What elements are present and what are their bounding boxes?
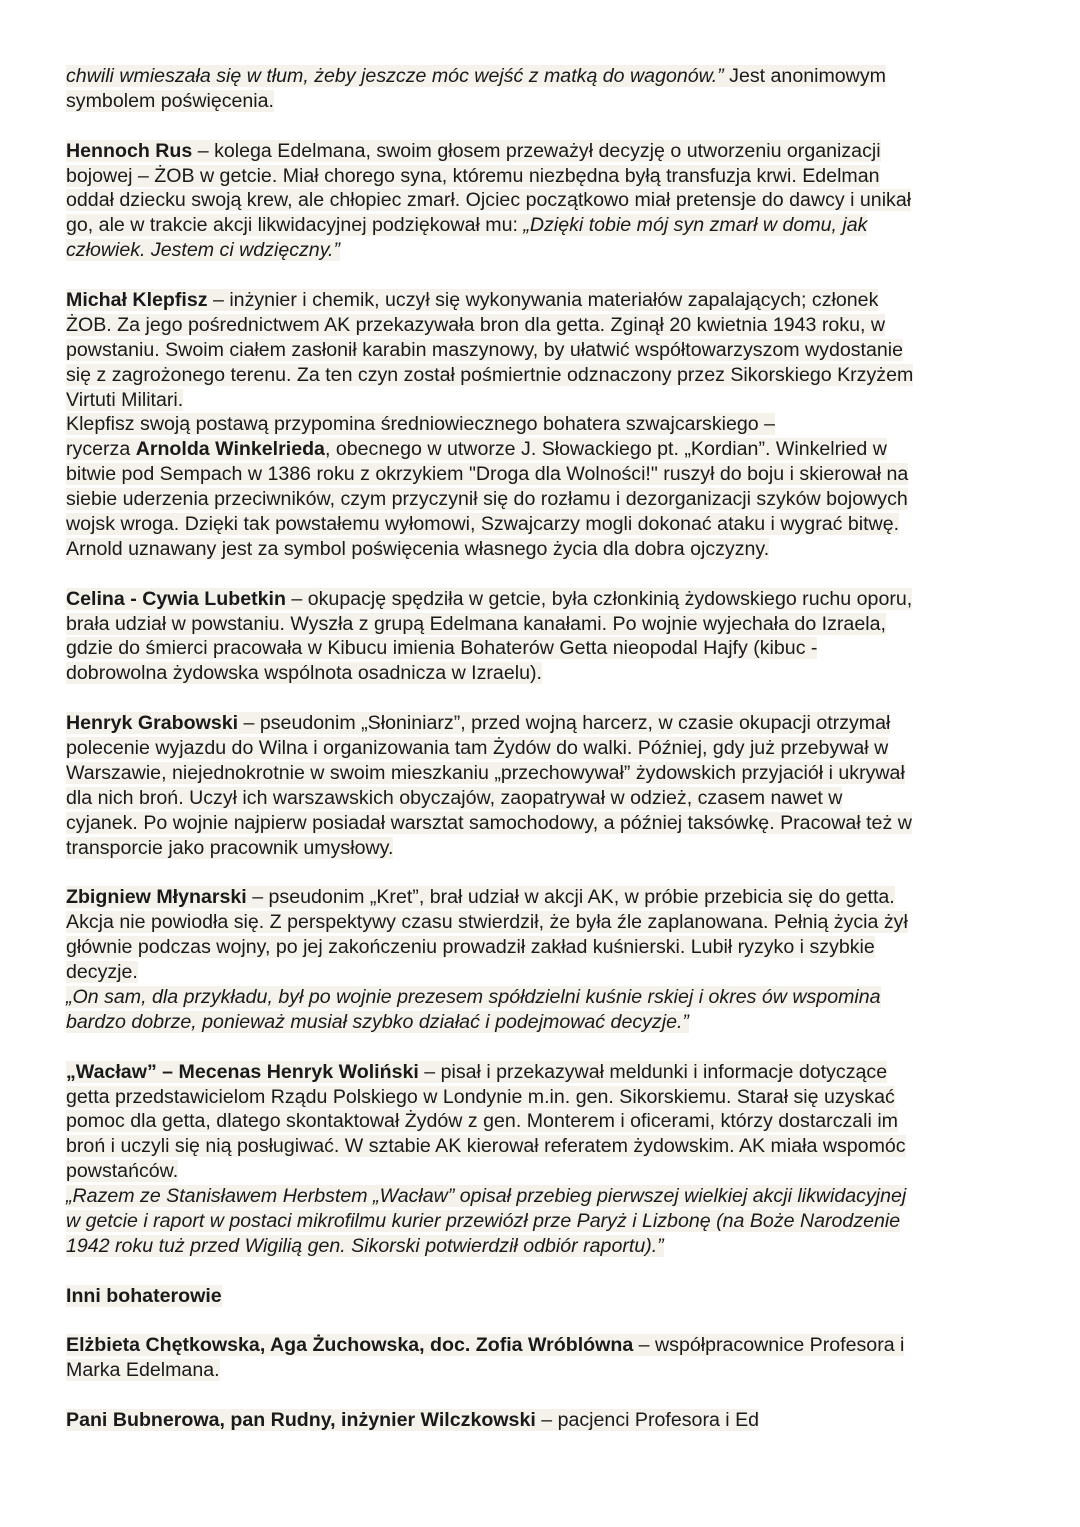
text-line — [66, 89, 1026, 114]
line-highlight — [66, 1285, 222, 1307]
line-highlight — [66, 712, 890, 734]
bold-text: Inni bohaterowie — [66, 1284, 222, 1307]
text-line — [66, 1085, 1026, 1110]
body-text: Klepfisz swoją postawą przypomina średniowiecznego bohatera szwajcarskiego – — [66, 413, 776, 436]
line-highlight — [66, 389, 183, 411]
line-highlight — [66, 1235, 664, 1257]
body-text: Arnold uznawany jest za symbol poświęcenia własnego życia dla dobra ojczyzny. — [66, 537, 770, 560]
bold-text: Michał Klepfisz — [66, 289, 208, 312]
body-text: się z zagrożonego terenu. Za ten czyn został pośmiertnie odznaczony przez Sikorskiego Krzyżem — [66, 363, 914, 386]
line-highlight — [66, 140, 881, 162]
line-highlight — [66, 911, 908, 933]
body-text: brała udział w powstaniu. Wyszła z grupą Edelmana kanałami. Po wojnie wyjechała do Izraela, — [66, 612, 886, 635]
body-text: pomoc dla getta, dlatego skontaktował Żydów z gen. Monterem i oficerami, którzy dostarczali im — [66, 1110, 899, 1133]
body-text: Akcja nie powiodła się. Z perspektywy czasu stwierdził, że była źle zaplanowana. Pełnią życia żył — [66, 911, 908, 934]
body-text: decyzje. — [66, 961, 138, 984]
body-text: cyjanek. Po wojnie najpierw posiadał warsztat samochodowy, a później taksówkę. Pracował też w — [66, 811, 912, 834]
paragraph-gap — [66, 114, 1026, 139]
text-line — [66, 512, 1026, 537]
body-text: transporcie jako pracownik umysłowy. — [66, 836, 394, 859]
line-highlight — [66, 214, 867, 236]
line-highlight — [66, 1011, 689, 1033]
text-line — [66, 811, 1026, 836]
line-highlight — [66, 662, 542, 684]
paragraph-gap — [66, 1035, 1026, 1060]
body-text: głównie podczas wojny, po jej zakończeniu prowadził zakład kuśnierski. Lubił ryzyko i szybkie — [66, 936, 875, 959]
line-highlight — [66, 438, 887, 460]
line-highlight — [66, 413, 775, 435]
text-line — [66, 885, 1026, 910]
text-line — [66, 188, 1026, 213]
bold-text: Pani Bubnerowa, pan Rudny, inżynier Wilczkowski — [66, 1409, 536, 1432]
paragraph-gap — [66, 686, 1026, 711]
text-line — [66, 487, 1026, 512]
text-line — [66, 1358, 1026, 1383]
paragraph-gap — [66, 263, 1026, 288]
line-highlight — [66, 986, 881, 1008]
line-highlight — [66, 1185, 906, 1207]
line-highlight — [66, 513, 899, 535]
body-text: rycerza — [66, 438, 136, 461]
body-text: wojsk wroga. Dzięki tak powstałemu wyłomowi, Szwajcarzy mogli dokonać ataku i wygrać bitwę. — [66, 513, 900, 536]
body-text: symbolem poświęcenia. — [66, 89, 275, 112]
text-line — [66, 1333, 1026, 1358]
line-highlight — [66, 961, 138, 983]
body-text: bojowej – ŻOB w getcie. Miał chorego syna, któremu niezbędna byłą transfuzja krwi. Edelman — [66, 164, 880, 187]
text-line — [66, 636, 1026, 661]
line-highlight — [66, 339, 903, 361]
text-line — [66, 462, 1026, 487]
text-line — [66, 139, 1026, 164]
italic-quote: „On sam, dla przykładu, był po wojnie prezesem spółdzielni kuśnie rskiej i okres ów wspomina — [66, 985, 881, 1008]
body-text: ŻOB. Za jego pośrednictwem AK przekazywała bron dla getta. Zginął 20 kwietnia 1943 roku, w — [66, 313, 886, 336]
text-line — [66, 1109, 1026, 1134]
body-text: – kolega Edelmana, swoim głosem przeważył decyzję o utworzeniu organizacji — [192, 139, 881, 162]
bold-text: Henryk Grabowski — [66, 712, 239, 735]
bold-text: Elżbieta Chętkowska, Aga Żuchowska, doc. Zofia Wróblówna — [66, 1334, 634, 1357]
text-line — [66, 910, 1026, 935]
text-line — [66, 288, 1026, 313]
italic-quote: chwili wmieszała się w tłum, żeby jeszcze móc wejść z matką do wagonów.” — [66, 65, 724, 87]
body-text: oddał dziecku swoją krew, ale chłopiec zmarł. Ojciec początkowo miał pretensje do dawcy i unikał — [66, 189, 912, 212]
body-text: – współpracownice Profesora i — [633, 1334, 905, 1357]
italic-quote: bardzo dobrze, ponieważ musiał szybko działać i podejmować decyzje.” — [66, 1010, 689, 1033]
paragraph-gap — [66, 562, 1026, 587]
bold-text: Celina - Cywia Lubetkin — [66, 587, 286, 610]
body-text: Jest anonimowym — [723, 65, 886, 87]
line-highlight — [66, 165, 880, 187]
body-text: – inżynier i chemik, uczył się wykonywania materiałów zapalających; członek — [207, 289, 879, 312]
line-highlight — [66, 1409, 759, 1431]
text-line — [66, 587, 1026, 612]
text-line — [66, 836, 1026, 861]
line-highlight — [66, 1359, 220, 1381]
line-highlight — [66, 936, 875, 958]
line-highlight — [66, 613, 886, 635]
text-line — [66, 1134, 1026, 1159]
italic-quote: „Dzięki tobie mój syn zmarł w domu, jak — [523, 214, 868, 237]
document-body — [66, 64, 1026, 1433]
text-line — [66, 761, 1026, 786]
body-text: – okupację spędziła w getcie, była członkinią żydowskiego ruchu oporu, — [285, 587, 913, 610]
text-line — [66, 64, 1026, 89]
bold-text: Hennoch Rus — [66, 139, 193, 162]
text-line — [66, 1408, 1026, 1433]
line-highlight — [66, 65, 886, 87]
line-highlight — [66, 1086, 895, 1108]
text-line — [66, 1234, 1026, 1259]
paragraph-gap — [66, 1309, 1026, 1334]
text-line — [66, 238, 1026, 263]
line-highlight — [66, 812, 912, 834]
text-line — [66, 612, 1026, 637]
line-highlight — [66, 189, 911, 211]
line-highlight — [66, 1061, 887, 1083]
text-line — [66, 338, 1026, 363]
bold-text: „Wacław” – Mecenas Henryk Woliński — [66, 1060, 419, 1083]
text-line — [66, 960, 1026, 985]
line-highlight — [66, 364, 913, 386]
body-text: go, ale w trakcie akcji likwidacyjnej podziękował mu: — [66, 214, 524, 237]
line-highlight — [66, 1160, 178, 1182]
line-highlight — [66, 1334, 904, 1356]
text-line — [66, 985, 1026, 1010]
body-text: – pacjenci Profesora i Ed — [535, 1409, 760, 1432]
text-line — [66, 1284, 1026, 1309]
body-text: getta przedstawicielom Rządu Polskiego w Londynie m.in. gen. Sikorskiemu. Starał się uzyskać — [66, 1085, 895, 1108]
text-line — [66, 711, 1026, 736]
body-text: polecenie wyjazdu do Wilna i organizowania tam Żydów do walki. Później, gdy już przebywał w — [66, 737, 889, 760]
body-text: powstaniu. Swoim ciałem zasłonił karabin maszynowy, by ułatwić współtowarzyszom wydostanie — [66, 338, 904, 361]
text-line — [66, 736, 1026, 761]
paragraph-gap — [66, 861, 1026, 886]
line-highlight — [66, 1210, 900, 1232]
line-highlight — [66, 886, 895, 908]
line-highlight — [66, 463, 908, 485]
body-text: siebie uderzenia przeciwników, czym przyczynił się do rozłamu i dezorganizacji szyków bojowych — [66, 488, 908, 511]
text-line — [66, 935, 1026, 960]
text-line — [66, 537, 1026, 562]
italic-quote: w getcie i raport w postaci mikrofilmu kurier przewiózł prze Paryż i Lizbonę (na Boże Narodzenie — [66, 1209, 901, 1232]
body-text: Marka Edelmana. — [66, 1359, 220, 1382]
line-highlight — [66, 1135, 906, 1157]
body-text: – pseudonim „Kret”, brał udział w akcji AK, w próbie przebicia się do getta. — [246, 886, 895, 909]
italic-quote: człowiek. Jestem ci wdzięczny.” — [66, 239, 341, 262]
body-text: – pisał i przekazywał meldunki i informacje dotyczące — [418, 1060, 888, 1083]
line-highlight — [66, 538, 769, 560]
line-highlight — [66, 239, 340, 261]
text-line — [66, 213, 1026, 238]
paragraph-gap — [66, 1259, 1026, 1284]
text-line — [66, 437, 1026, 462]
line-highlight — [66, 1110, 898, 1132]
text-line — [66, 1010, 1026, 1035]
body-text: bitwie pod Sempach w 1386 roku z okrzykiem "Droga dla Wolności!" ruszył do boju i skierował na — [66, 463, 909, 486]
line-highlight — [66, 787, 842, 809]
text-line — [66, 412, 1026, 437]
line-highlight — [66, 90, 274, 112]
text-line — [66, 1184, 1026, 1209]
text-line — [66, 363, 1026, 388]
text-line — [66, 661, 1026, 686]
bold-text: Arnolda Winkelrieda — [135, 438, 325, 461]
text-line — [66, 388, 1026, 413]
line-highlight — [66, 737, 888, 759]
italic-quote: „Razem ze Stanisławem Herbstem „Wacław” opisał przebieg pierwszej wielkiej akcji likwidacyjnej — [66, 1185, 907, 1208]
text-line — [66, 164, 1026, 189]
line-highlight — [66, 762, 905, 784]
body-text: – pseudonim „Słoniniarz”, przed wojną harcerz, w czasie okupacji otrzymał — [238, 712, 891, 735]
line-highlight — [66, 637, 817, 659]
text-line — [66, 1159, 1026, 1184]
line-highlight — [66, 837, 393, 859]
text-line — [66, 313, 1026, 338]
line-highlight — [66, 588, 912, 610]
body-text: powstańców. — [66, 1160, 179, 1183]
italic-quote: 1942 roku tuż przed Wigilią gen. Sikorski potwierdził odbiór raportu).” — [66, 1234, 664, 1257]
text-line — [66, 1060, 1026, 1085]
body-text: Virtuti Militari. — [66, 388, 184, 411]
paragraph-gap — [66, 1383, 1026, 1408]
bold-text: Zbigniew Młynarski — [66, 886, 247, 909]
line-highlight — [66, 314, 885, 336]
line-highlight — [66, 488, 908, 510]
line-highlight — [66, 289, 878, 311]
body-text: Warszawie, niejednokrotnie w swoim mieszkaniu „przechowywał” żydowskich przyjaciół i ukrywał — [66, 761, 905, 784]
body-text: dla nich broń. Uczył ich warszawskich obyczajów, zaopatrywał w odzież, czasem nawet w — [66, 786, 843, 809]
body-text: dobrowolna żydowska wspólnota osadnicza w Izraelu). — [66, 662, 542, 685]
body-text: , obecnego w utworze J. Słowackiego pt. „Kordian”. Winkelried w — [324, 438, 887, 461]
body-text: gdzie do śmierci pracowała w Kibucu imienia Bohaterów Getta nieopodal Hajfy (kibuc - — [66, 637, 818, 660]
text-line — [66, 1209, 1026, 1234]
text-line — [66, 786, 1026, 811]
body-text: broń i uczyli się nią posługiwać. W sztabie AK kierował referatem żydowskim. AK miała wspomóc — [66, 1135, 906, 1158]
